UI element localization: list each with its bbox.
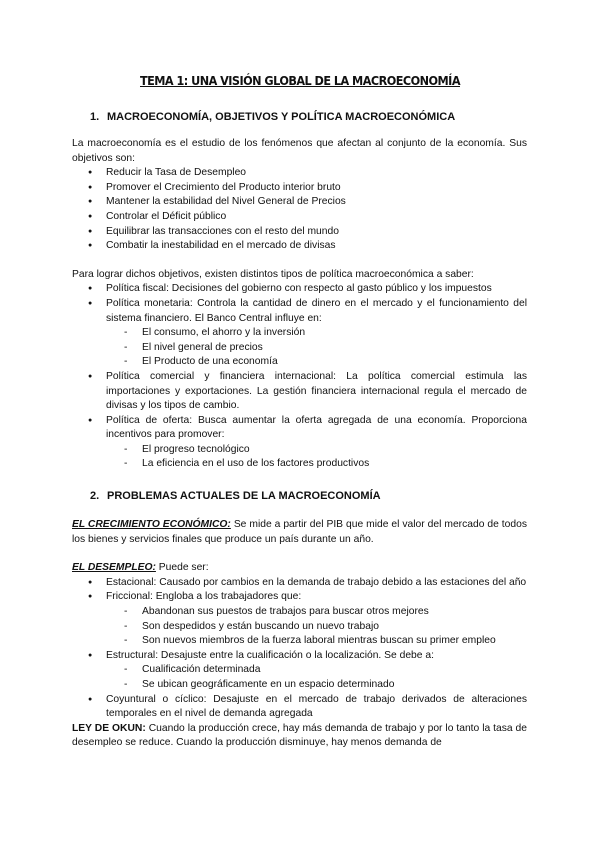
section-2-title: PROBLEMAS ACTUALES DE LA MACROECONOMÍA (107, 490, 381, 502)
section-2-body (72, 518, 527, 751)
supply-sublist (106, 443, 527, 472)
growth-paragraph (72, 518, 527, 547)
list-item: ● Combatir la inestabilidad en el mercado de divisas (72, 239, 527, 254)
list-item: - Abandonan sus puestos de trabajos para buscar otros mejores (106, 605, 527, 620)
list-item: - El Producto de una economía (106, 355, 527, 370)
list-item: ● Equilibrar las transacciones con el resto del mundo (72, 225, 527, 240)
growth-text: Se mide a partir del PIB que mide el valor del mercado de todos los bienes y servicios finales que produce un país durante un año. (72, 519, 527, 545)
list-item: - El consumo, el ahorro y la inversión (106, 326, 527, 341)
unemployment-label: EL DESEMPLEO: (72, 562, 156, 574)
policy-monetary: ● Política monetaria: Controla la cantidad de dinero en el mercado y el funcionamiento del sistema financiero. El Banco Central influye en: - El consumo, el ahorro y la inversión - El nivel general de precios - El Producto de una economía (72, 297, 527, 370)
policy-supply: ● Política de oferta: Busca aumentar la oferta agregada de una economía. Proporciona incentivos para promover: - El progreso tecnológico - La eficiencia en el uso de los factores productivos (72, 414, 527, 472)
unemployment-frictional: ● Friccional: Engloba a los trabajadores que: - Abandonan sus puestos de trabajos para buscar otros mejores - Son despedidos y están buscando un nuevo trabajo - Son nuevos miembros de la fuerza laboral mientras buscan su primer empleo (72, 590, 527, 648)
policy-commercial: ● Política comercial y financiera internacional: La política comercial estimula las importaciones y exportaciones. La gestión financiera internacional regula el mercado de divisas y los tipos de cambio. (72, 370, 527, 414)
policies-list (72, 282, 527, 472)
frictional-sublist (106, 605, 527, 649)
list-item: ● Mantener la estabilidad del Nivel General de Precios (72, 195, 527, 210)
list-item: - La eficiencia en el uso de los factores productivos (106, 457, 527, 472)
objectives-list (72, 166, 527, 254)
list-item: - El nivel general de precios (106, 341, 527, 356)
list-item: - El progreso tecnológico (106, 443, 527, 458)
section-1-number: 1. (90, 111, 100, 123)
intro-paragraph: La macroeconomía es el estudio de los fenómenos que afectan al conjunto de la economía. Sus objetivos son: (72, 138, 527, 164)
section-1-body (72, 137, 527, 472)
okun-paragraph (72, 722, 527, 751)
list-item: ● Reducir la Tasa de Desempleo (72, 166, 527, 181)
unemployment-cyclical: ● Coyuntural o cíclico: Desajuste en el mercado de trabajo derivados de alteraciones temporales en el nivel de demanda agregada (72, 693, 527, 722)
list-item: ● Promover el Crecimiento del Producto interior bruto (72, 181, 527, 196)
list-item: - Son nuevos miembros de la fuerza laboral mientras buscan su primer empleo (106, 634, 527, 649)
section-2-number: 2. (90, 490, 100, 502)
monetary-sublist (106, 326, 527, 370)
unemployment-structural: ● Estructural: Desajuste entre la cualificación o la localización. Se debe a: - Cualificación determinada - Se ubican geográficamente en un espacio determinado (72, 649, 527, 693)
growth-label: EL CRECIMIENTO ECONÓMICO: (72, 519, 231, 530)
policy-fiscal: ● Política fiscal: Decisiones del gobierno con respecto al gasto público y los impuestos (72, 282, 527, 297)
list-item: - Cualificación determinada (106, 663, 527, 678)
unemployment-types-list (72, 576, 527, 722)
unemployment-text: Puede ser: (155, 562, 209, 574)
okun-label: LEY DE OKUN: (72, 722, 146, 734)
list-item: - Se ubican geográficamente en un espacio determinado (106, 678, 527, 693)
list-item: - Son despedidos y están buscando un nuevo trabajo (106, 620, 527, 635)
structural-sublist (106, 663, 527, 692)
unemployment-paragraph (72, 561, 527, 576)
policies-intro: Para lograr dichos objetivos, existen distintos tipos de política macroeconómica a saber: (72, 268, 474, 280)
section-1-title: MACROECONOMÍA, OBJETIVOS Y POLÍTICA MACROECONÓMICA (107, 111, 456, 123)
okun-text: Cuando la producción crece, hay más demanda de trabajo y por lo tanto la tasa de desempleo se reduce. Cuando la producción disminuye, hay menos demanda de (72, 722, 527, 749)
unemployment-seasonal: ● Estacional: Causado por cambios en la demanda de trabajo debido a las estaciones del año (72, 576, 527, 591)
list-item: ● Controlar el Déficit público (72, 210, 527, 225)
page-title: TEMA 1: UNA VISIÓN GLOBAL DE LA MACROECONOMÍA (139, 73, 460, 88)
